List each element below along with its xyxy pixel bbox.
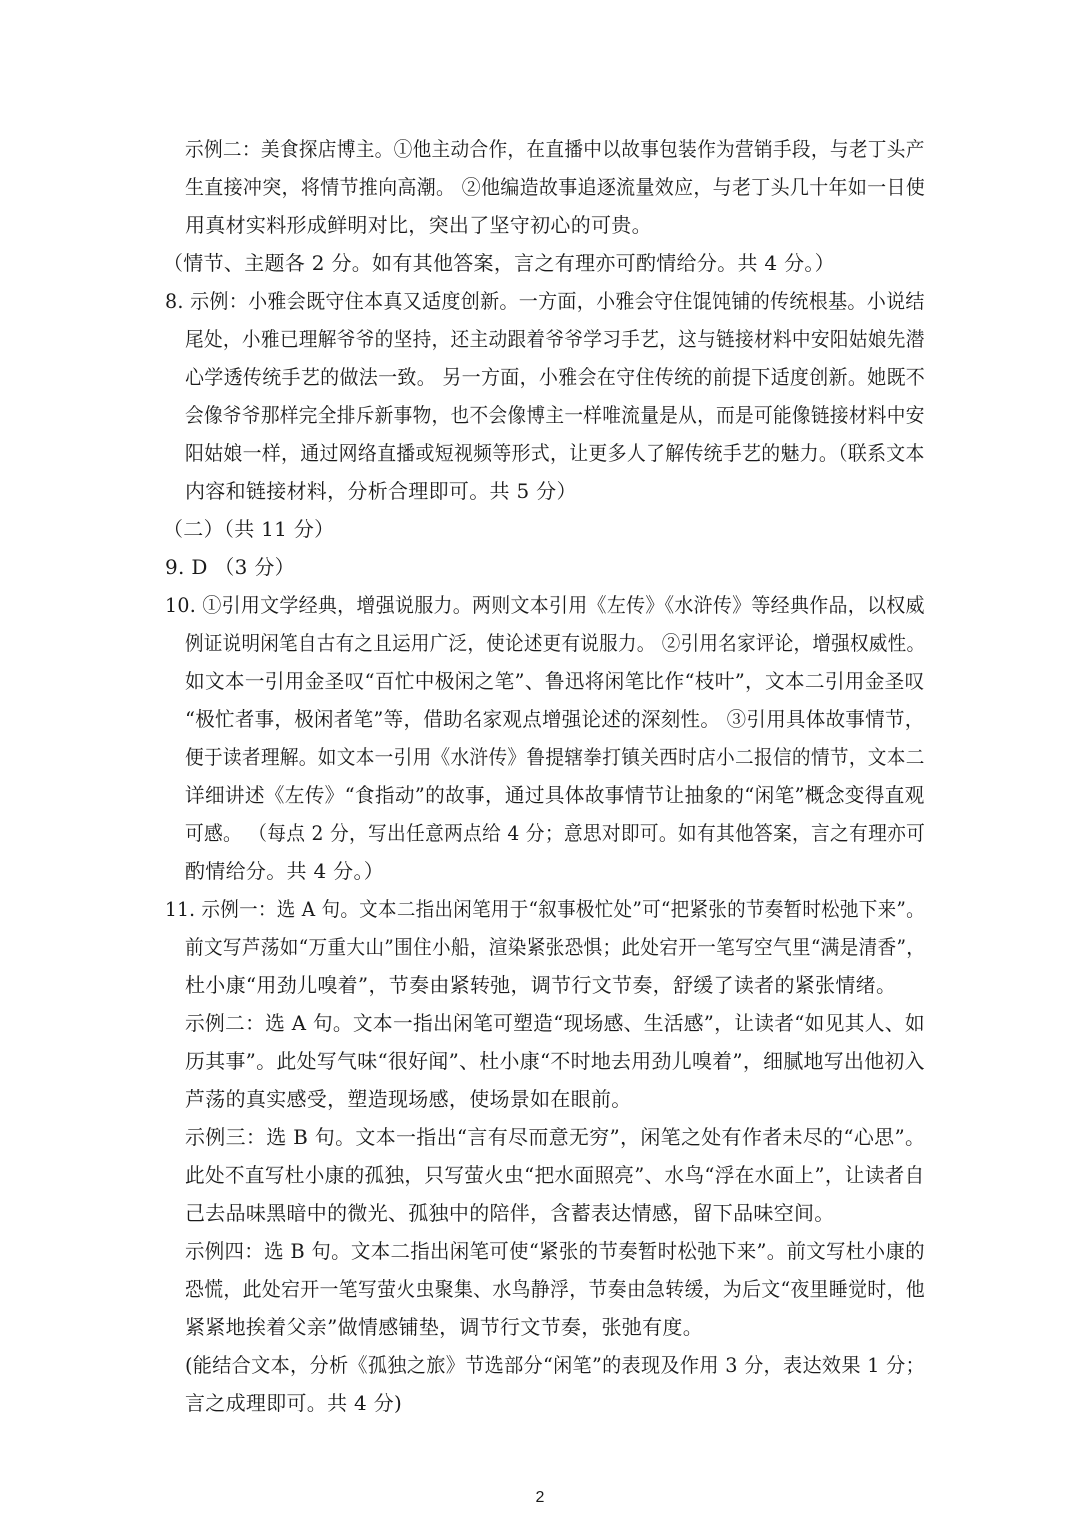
text-line: 恐慌，此处宕开一笔写萤火虫聚集、水鸟静浮，节奏由急转缓，为后文“夜里睡觉时，他 (185, 1277, 925, 1301)
text-line: （情节、主题各 2 分。如有其他答案，言之有理亦可酌情给分。共 4 分。） (163, 251, 835, 275)
section-heading: （二）（共 11 分） (163, 517, 335, 541)
text-line: 阳姑娘一样，通过网络直播或短视频等形式，让更多人了解传统手艺的魅力。（联系文本 (185, 441, 925, 465)
text-line: 9. D （3 分） (165, 555, 295, 579)
text-line: 前文写芦荡如“万重大山”围住小船，渲染紧张恐惧；此处宕开一笔写空气里“满是清香”， (185, 935, 926, 959)
text-line: 例证说明闲笔自古有之且运用广泛，使论述更有说服力。 ②引用名家评论，增强权威性。 (185, 631, 926, 655)
text-line: 酌情给分。共 4 分。） (185, 859, 385, 883)
text-line: 如文本一引用金圣叹“百忙中极闲之笔”、鲁迅将闲笔比作“枝叶”，文本二引用金圣叹 (185, 669, 925, 693)
text-line: 示例四：选 B 句。文本二指出闲笔可使“紧张的节奏暂时松弛下来”。前文写杜小康的 (185, 1239, 925, 1263)
text-line: “极忙者事，极闲者笔”等，借助名家观点增强论述的深刻性。 ③引用具体故事情节， (185, 707, 925, 731)
text-line: 此处不直写杜小康的孤独，只写萤火虫“把水面照亮”、水鸟“浮在水面上”，让读者自 (185, 1163, 925, 1187)
text-line: 便于读者理解。如文本一引用《水浒传》鲁提辖拳打镇关西时店小二报信的情节，文本二 (185, 745, 925, 769)
text-line: 11. 示例一：选 A 句。文本二指出闲笔用于“叙事极忙处”可“把紧张的节奏暂时松弛下来”。 (165, 897, 926, 921)
text-line: 用真材实料形成鲜明对比，突出了坚守初心的可贵。 (185, 213, 652, 237)
text-line: 历其事”。此处写气味“很好闻”、杜小康“不时地去用劲儿嗅着”，细腻地写出他初入 (185, 1049, 925, 1073)
text-line: 8. 示例：小雅会既守住本真又适度创新。一方面，小雅会守住馄饨铺的传统根基。小说结 (165, 289, 925, 313)
text-line: 10. ①引用文学经典，增强说服力。两则文本引用《左传》《水浒传》等经典作品，以权威 (165, 593, 925, 617)
text-line: 内容和链接材料，分析合理即可。共 5 分） (185, 479, 577, 503)
text-line: 芦荡的真实感受，塑造现场感，使场景如在眼前。 (185, 1087, 632, 1111)
text-line: 示例二：美食探店博主。①他主动合作，在直播中以故事包装作为营销手段，与老丁头产 (185, 137, 925, 161)
text-line: 尾处，小雅已理解爷爷的坚持，还主动跟着爷爷学习手艺，这与链接材料中安阳姑娘先潜 (185, 327, 925, 351)
text-line: 会像爷爷那样完全排斥新事物，也不会像博主一样唯流量是从，而是可能像链接材料中安 (185, 403, 925, 427)
text-line: 己去品味黑暗中的微光、孤独中的陪伴，含蓄表达情感，留下品味空间。 (185, 1201, 835, 1225)
text-line: 心学透传统手艺的做法一致。 另一方面，小雅会在守住传统的前提下适度创新。她既不 (185, 365, 926, 389)
text-line: 详细讲述《左传》“食指动”的故事，通过具体故事情节让抽象的“闲笔”概念变得直观 (185, 783, 925, 807)
text-line: 生直接冲突，将情节推向高潮。 ②他编造故事追逐流量效应，与老丁头几十年如一日使 (185, 175, 926, 199)
text-line: 示例三：选 B 句。文本一指出“言有尽而意无穷”，闲笔之处有作者未尽的“心思”。 (185, 1125, 926, 1149)
text-line: 可感。 （每点 2 分，写出任意两点给 4 分；意思对即可。如有其他答案，言之有理亦可 (185, 821, 926, 845)
text-line: 杜小康“用劲儿嗅着”，节奏由紧转弛，调节行文节奏，舒缓了读者的紧张情绪。 (185, 973, 897, 997)
page-number: 2 (535, 1489, 545, 1506)
text-line: 言之成理即可。共 4 分) (185, 1391, 403, 1415)
text-line: 紧紧地挨着父亲”做情感铺垫，调节行文节奏，张弛有度。 (185, 1315, 704, 1339)
text-line: (能结合文本，分析《孤独之旅》节选部分“闲笔”的表现及作用 3 分，表达效果 1 分； (185, 1353, 925, 1377)
text-line: 示例二：选 A 句。文本一指出闲笔可塑造“现场感、生活感”，让读者“如见其人、如 (185, 1011, 925, 1035)
